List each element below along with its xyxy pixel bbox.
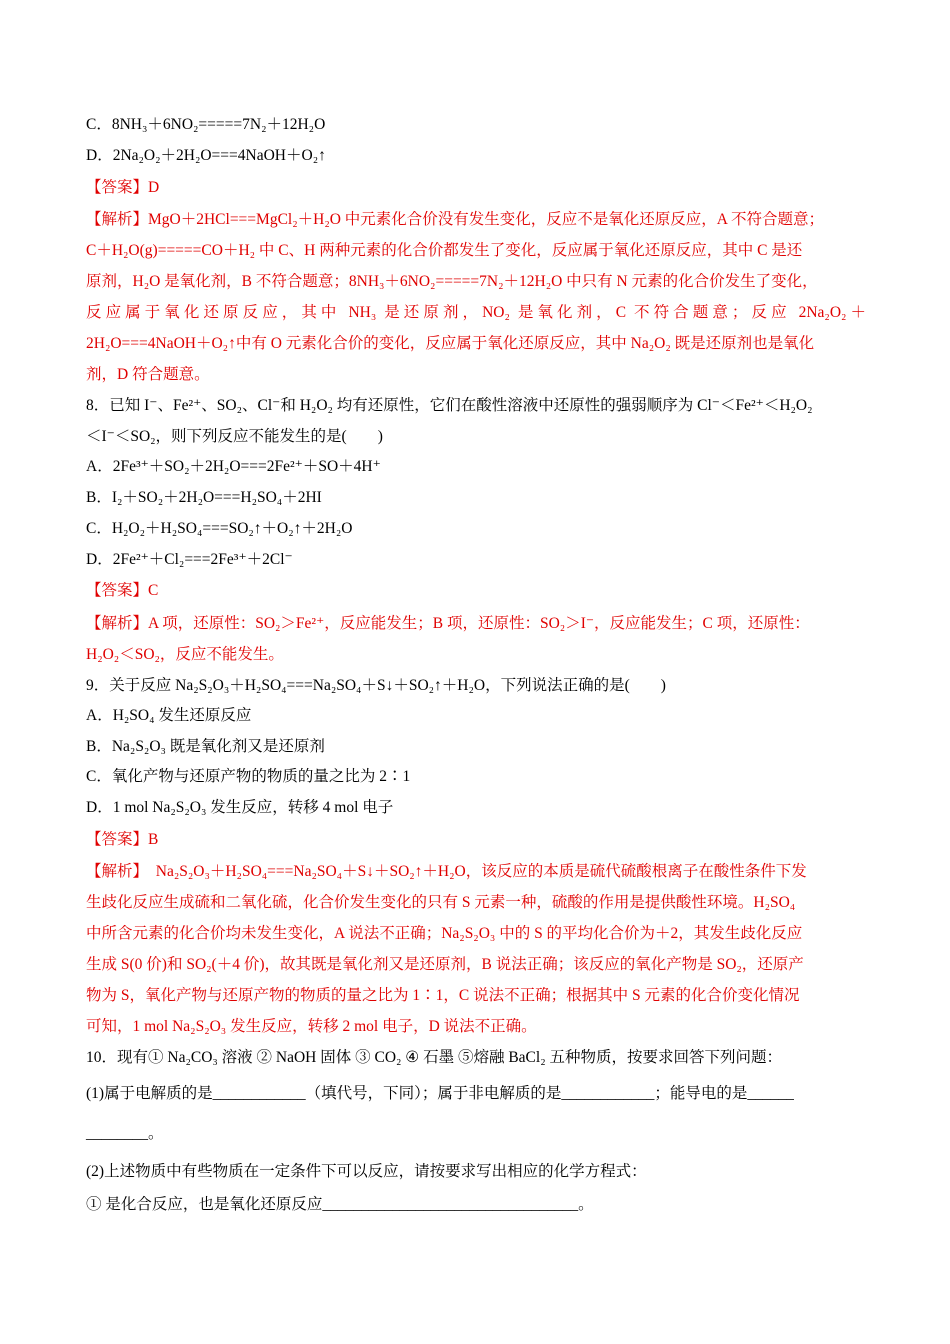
q9-analysis-line-3: 中所含元素的化合价均未发生变化，A 说法不正确；Na₂S₂O₃ 中的 S 的平均化合价为＋2，其发生歧化反应 bbox=[86, 925, 803, 942]
q7-analysis-line-1: 【解析】MgO＋2HCl===MgCl₂＋H₂O 中元素化合价没有发生变化，反应不是氧化还原反应，A 不符合题意； bbox=[86, 211, 825, 228]
q8-stem-line-1: 8．已知 I⁻、Fe²⁺、SO₂、Cl⁻和 H₂O₂ 均有还原性，它们在酸性溶液中还原性的强弱顺序为 Cl⁻＜Fe²⁺＜H₂O₂ bbox=[86, 397, 813, 414]
q9-stem: 9．关于反应 Na₂S₂O₃＋H₂SO₄===Na₂SO₄＋S↓＋SO₂↑＋H₂O，下列说法正确的是( ) bbox=[86, 677, 666, 694]
q7-analysis-line-2: C＋H₂O(g)=====CO＋H₂ 中 C、H 两种元素的化合价都发生了变化，反应属于氧化还原反应，其中 C 是还 bbox=[86, 242, 803, 259]
q8-answer: 【答案】C bbox=[86, 582, 159, 599]
q7-analysis-line-6: 剂，D 符合题意。 bbox=[86, 366, 210, 383]
q10-part-1: (1)属于电解质的是____________（填代号，下同）；属于非电解质的是____________；能导电的是______ bbox=[86, 1085, 794, 1102]
q9-analysis-line-2: 生歧化反应生成硫和二氧化硫，化合价发生变化的只有 S 元素一种，硫酸的作用是提供酸性环境。H₂SO₄ bbox=[86, 894, 796, 911]
q9-option-c: C．氧化产物与还原产物的物质的量之比为 2∶1 bbox=[86, 768, 411, 785]
q9-analysis-line-6: 可知，1 mol Na₂S₂O₃ 发生反应，转移 2 mol 电子，D 说法不正确。 bbox=[86, 1018, 537, 1035]
q9-analysis-line-1: 【解析】 Na₂S₂O₃＋H₂SO₄===Na₂SO₄＋S↓＋SO₂↑＋H₂O，该反应的本质是硫代硫酸根离子在酸性条件下发 bbox=[86, 863, 807, 880]
q7-option-d: D．2Na₂O₂＋2H₂O===4NaOH＋O₂↑ bbox=[86, 147, 326, 164]
q8-stem-line-2: ＜I⁻＜SO₂，则下列反应不能发生的是( ) bbox=[86, 428, 383, 445]
q8-analysis-line-2: H₂O₂＜SO₂，反应不能发生。 bbox=[86, 646, 284, 663]
q10-part-1-continued: ________。 bbox=[86, 1125, 164, 1142]
q9-answer: 【答案】B bbox=[86, 831, 159, 848]
q7-analysis-line-4: 反应属于氧化还原反应，其中 NH₃ 是还原剂，NO₂ 是氧化剂，C 不符合题意；反应 2Na₂O₂＋ bbox=[86, 304, 866, 321]
q8-option-a: A．2Fe³⁺＋SO₂＋2H₂O===2Fe²⁺＋SO＋4H⁺ bbox=[86, 458, 381, 475]
q9-option-b: B．Na₂S₂O₃ 既是氧化剂又是还原剂 bbox=[86, 738, 325, 755]
q7-analysis-line-3: 原剂，H₂O 是氧化剂，B 不符合题意；8NH₃＋6NO₂=====7N₂＋12H₂O 中只有 N 元素的化合价发生了变化， bbox=[86, 273, 818, 290]
q8-option-d: D．2Fe²⁺＋Cl₂===2Fe³⁺＋2Cl⁻ bbox=[86, 551, 293, 568]
q8-option-c: C．H₂O₂＋H₂SO₄===SO₂↑＋O₂↑＋2H₂O bbox=[86, 520, 353, 537]
q7-option-c: C．8NH₃＋6NO₂=====7N₂＋12H₂O bbox=[86, 116, 326, 133]
q8-option-b: B．I₂＋SO₂＋2H₂O===H₂SO₄＋2HI bbox=[86, 489, 322, 506]
q8-analysis-line-1: 【解析】A 项，还原性：SO₂＞Fe²⁺，反应能发生；B 项，还原性：SO₂＞I⁻，反应能发生；C 项，还原性： bbox=[86, 615, 810, 632]
q9-option-d: D．1 mol Na₂S₂O₃ 发生反应，转移 4 mol 电子 bbox=[86, 799, 394, 816]
q7-analysis-line-5: 2H₂O===4NaOH＋O₂↑中有 O 元素化合价的变化，反应属于氧化还原反应，其中 Na₂O₂ 既是还原剂也是氧化 bbox=[86, 335, 815, 352]
q9-analysis-line-4: 生成 S(0 价)和 SO₂(＋4 价)，故其既是氧化剂又是还原剂，B 说法正确；该反应的氧化产物是 SO₂，还原产 bbox=[86, 956, 804, 973]
q7-answer: 【答案】D bbox=[86, 179, 160, 196]
q9-option-a: A．H₂SO₄ 发生还原反应 bbox=[86, 707, 252, 724]
q10-part-2: (2)上述物质中有些物质在一定条件下可以反应，请按要求写出相应的化学方程式： bbox=[86, 1163, 647, 1180]
q9-analysis-line-5: 物为 S，氧化产物与还原产物的物质的量之比为 1∶1，C 说法不正确；根据其中 S 元素的化合价变化情况 bbox=[86, 987, 800, 1004]
q10-stem: 10．现有① Na₂CO₃ 溶液 ② NaOH 固体 ③ CO₂ ④ 石墨 ⑤熔融 BaCl₂ 五种物质，按要求回答下列问题： bbox=[86, 1049, 782, 1066]
q10-part-2-item-1: ① 是化合反应，也是氧化还原反应_________________________________。 bbox=[86, 1196, 594, 1213]
